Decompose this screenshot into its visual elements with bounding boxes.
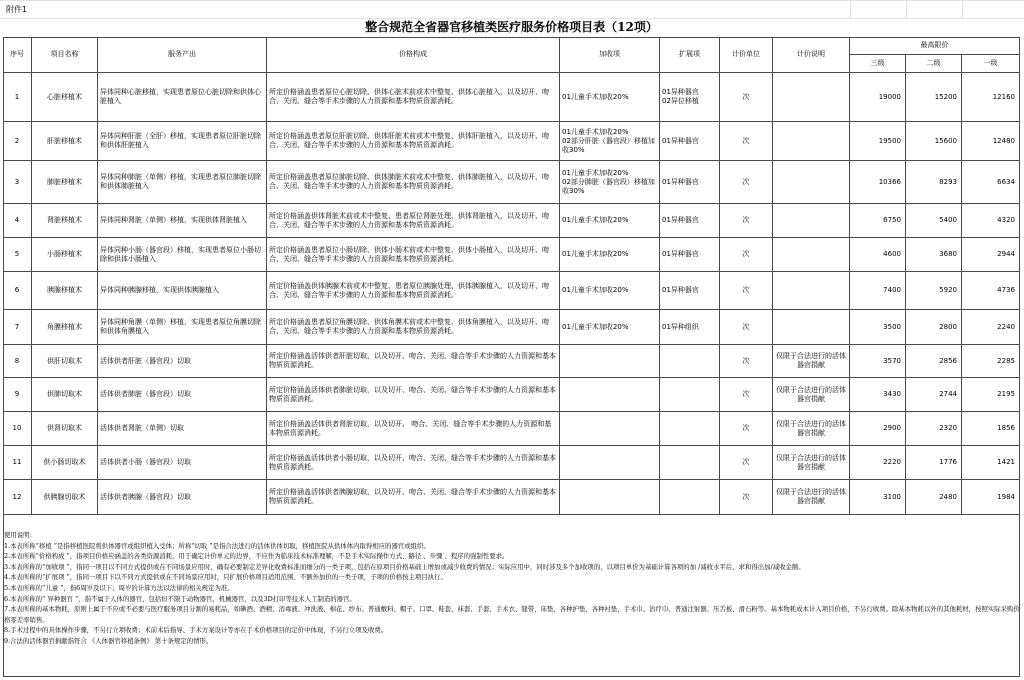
- table-cell-output: 活体供者胰腺（器官段）切取: [98, 480, 267, 515]
- table-cell-extension: 01异种器官: [660, 204, 720, 238]
- table-left-border: [3, 37, 4, 515]
- table-top-border: [3, 37, 1020, 38]
- table-cell-g1: 12160: [962, 73, 1020, 122]
- table-cell-g3: 10366: [850, 161, 906, 204]
- table-cell-extension: 01异种器官: [660, 122, 720, 161]
- note-line: 6.本表所称的“ 异种器官 ”，指不属于人体的器官，包括但不限于动物器官，机械器官，以及3D打印等技术人工制造的器官。: [4, 594, 356, 603]
- table-cell-g3: 19500: [850, 122, 906, 161]
- table-cell-g3: 2900: [850, 412, 906, 446]
- table-cell-extension: [660, 345, 720, 378]
- table-cell-output: 异体同种心脏移植，实现患者原位心脏切除和供体心脏植入: [98, 73, 267, 122]
- table-cell-g1: 6634: [962, 161, 1020, 204]
- table-cell-remark: [773, 310, 850, 345]
- table-cell-name: 肺脏移植术: [32, 161, 98, 204]
- table-cell-unit: 次: [720, 412, 773, 446]
- table-cell-name: 肝脏移植术: [32, 122, 98, 161]
- table-cell-composition: 所定价格涵盖患者原位心脏切除、供体心脏术前或术中整复、供体心脏植入，以及切开、吻合、关闭、缝合等手术步骤的人力资源和基本物质资源消耗。: [267, 73, 560, 122]
- table-cell-output: 活体供者肺脏（器官段）切取: [98, 378, 267, 412]
- table-cell-surcharge: 01儿童手术加收20% 02部分肺脏（器官段）移植加收30%: [560, 161, 660, 204]
- header-grade2: 二级: [906, 55, 962, 73]
- header-grade1: 一级: [962, 55, 1020, 73]
- table-cell-unit: 次: [720, 161, 773, 204]
- note-line: 9.合法的活体器官捐献指符合 《人体器官移植条例》 第十条规定的情形。: [4, 636, 213, 645]
- notes-bottom-border: [3, 676, 1020, 677]
- table-cell-remark: [773, 161, 850, 204]
- table-cell-g1: 2285: [962, 345, 1020, 378]
- note-line: 4.本表所称的“扩展项 ”，指同一项目下以不同方式提供或在不同场景应用时，只扩展价格项目适用范围、不额外加价的一类子项，子项的价格按主项目执行。: [4, 573, 447, 582]
- table-cell-surcharge: 01儿童手术加收20%: [560, 310, 660, 345]
- note-line: 8.手术过程中的具体操作步骤，不另行立项收费；术前术后指导、手术方案设计等亦在手术价格项目的定价中体现，不另行立项及收费。: [4, 626, 388, 635]
- table-cell-no: 10: [3, 412, 32, 446]
- note-line: 3.本表所称的“加收项 ”，指同一项目以不同方式提供或在不同场景应用时，确有必要制定差异化收费标准而细分的一类子项，包括在原项目价格基础上增加或减少收费的情况；实际应用中，同时涉及多个加收项的，以项目单价为基础计算各项的加 /减收水平后，求和得出加/减收金额。: [4, 562, 805, 571]
- note-line: 7.本表所称的基本物耗，原则上属于不应或不必要与医疗服务项目分割的易耗品，如碘酒、酒精、消毒液、冲洗液、棉花、纱布、普通敷料、帽子、口罩、鞋套、袜套、手套、手术衣、缝带、床垫、各种护垫、各种衬垫、手术巾、治疗巾、普通注射器、压舌板、滑石粉等。基本物耗成本计入项目价格，不另行收费。除基本物耗以外的其他耗材，按照实际采购价格零差率销售。: [4, 605, 1020, 624]
- attachment-label: 附件1: [6, 5, 28, 14]
- table-cell-no: 11: [3, 446, 32, 480]
- header-name: 项目名称: [32, 37, 98, 73]
- table-cell-name: 供肝切取术: [32, 345, 98, 378]
- table-cell-unit: 次: [720, 73, 773, 122]
- header-remark: 计价说明: [773, 37, 850, 73]
- table-cell-g2: 1776: [906, 446, 962, 480]
- table-cell-g1: 2195: [962, 378, 1020, 412]
- header-extension: 扩展项: [660, 37, 720, 73]
- table-cell-remark: 仅限于合法进行的活体器官捐献: [773, 345, 850, 378]
- note-line: 2.本表所称“价格构成 ”，指项目价格应涵盖的各类资源消耗，用于确定计价单元的边界，不应作为临床技术标准理解，不是手术实际操作方式、路径 、步骤 、程序的强制性要求。: [4, 552, 509, 561]
- table-cell-no: 4: [3, 204, 32, 238]
- table-cell-name: 供肾切取术: [32, 412, 98, 446]
- table-cell-name: 胰腺移植术: [32, 272, 98, 310]
- table-cell-g1: 2944: [962, 238, 1020, 272]
- table-cell-unit: 次: [720, 204, 773, 238]
- sheet-gridline: [0, 0, 1024, 1]
- table-cell-unit: 次: [720, 480, 773, 515]
- table-cell-output: 异体同种肺脏（单侧）移植，实现患者原位肺脏切除和供体肺脏植入: [98, 161, 267, 204]
- table-cell-g1: 4736: [962, 272, 1020, 310]
- table-cell-g2: 2856: [906, 345, 962, 378]
- table-cell-name: 供小肠切取术: [32, 446, 98, 480]
- table-cell-g2: 2320: [906, 412, 962, 446]
- header-unit: 计价单位: [720, 37, 773, 73]
- table-cell-g1: 1856: [962, 412, 1020, 446]
- table-cell-g3: 4600: [850, 238, 906, 272]
- table-cell-remark: [773, 238, 850, 272]
- sheet-gridline: [850, 0, 851, 18]
- table-cell-g2: 2480: [906, 480, 962, 515]
- header-output: 服务产出: [98, 37, 267, 73]
- note-line: 5.本表所称的“儿童 ”，指6周岁及以下；周岁的计算方法以法律的相关规定为准。: [4, 583, 234, 592]
- table-cell-g2: 3680: [906, 238, 962, 272]
- table-cell-remark: 仅限于合法进行的活体器官捐献: [773, 446, 850, 480]
- table-cell-extension: [660, 446, 720, 480]
- table-cell-no: 9: [3, 378, 32, 412]
- table-cell-no: 8: [3, 345, 32, 378]
- table-cell-g2: 8293: [906, 161, 962, 204]
- table-cell-g2: 15600: [906, 122, 962, 161]
- table-cell-remark: [773, 122, 850, 161]
- table-cell-unit: 次: [720, 345, 773, 378]
- table-cell-extension: 01异种组织: [660, 310, 720, 345]
- table-cell-extension: [660, 480, 720, 515]
- note-line: 使用说明：: [4, 531, 36, 539]
- table-cell-output: 异体同种角膜（单侧）移植，实现患者原位角膜切除和供体角膜植入: [98, 310, 267, 345]
- table-cell-unit: 次: [720, 378, 773, 412]
- table-cell-g3: 6750: [850, 204, 906, 238]
- sheet-gridline: [962, 0, 963, 18]
- table-cell-surcharge: [560, 446, 660, 480]
- table-cell-unit: 次: [720, 272, 773, 310]
- table-cell-surcharge: [560, 345, 660, 378]
- table-cell-output: 活体供者肝脏（器官段）切取: [98, 345, 267, 378]
- table-cell-g1: 1984: [962, 480, 1020, 515]
- table-cell-g2: 2744: [906, 378, 962, 412]
- table-cell-g2: 5400: [906, 204, 962, 238]
- table-cell-g1: 4320: [962, 204, 1020, 238]
- table-cell-output: 异体同种小肠（器官段）移植，实现患者原位小肠切除和供体小肠植入: [98, 238, 267, 272]
- table-cell-surcharge: [560, 412, 660, 446]
- header-surcharge: 加收项: [560, 37, 660, 73]
- table-cell-name: 供肺切取术: [32, 378, 98, 412]
- table-cell-g2: 15200: [906, 73, 962, 122]
- table-cell-composition: 所定价格涵盖患者原位肺脏切除、供体肺脏术前或术中整复、供体肺脏植入，以及切开、吻合、关闭、缝合等手术步骤的人力资源和基本物质资源消耗。: [267, 161, 560, 204]
- table-cell-extension: [660, 378, 720, 412]
- table-cell-g1: 12480: [962, 122, 1020, 161]
- table-cell-name: 肾脏移植术: [32, 204, 98, 238]
- table-cell-composition: 所定价格涵盖活体供者肺脏切取，以及切开、吻合、关闭、缝合等手术步骤的人力资源和基本物质资源消耗。: [267, 378, 560, 412]
- header-grade3: 三级: [850, 55, 906, 73]
- usage-notes: [4, 530, 1020, 647]
- table-cell-g3: 3100: [850, 480, 906, 515]
- table-cell-surcharge: 01儿童手术加收20%: [560, 272, 660, 310]
- table-cell-surcharge: [560, 378, 660, 412]
- table-cell-composition: 所定价格涵盖患者原位角膜切除、供体角膜术前或术中整复、供体角膜植入，以及切开、吻合、关闭、缝合等手术步骤的人力资源和基本物质资源消耗。: [267, 310, 560, 345]
- table-cell-surcharge: 01儿童手术加收20%: [560, 73, 660, 122]
- table-cell-extension: [660, 412, 720, 446]
- note-line: 1.本表所称“移植 ”是指移植医院将供体器官或组织植入受体；所称“切取 ”是指合法进行的活体供体切取，移植医院从供体体内取得相应的器官或组织。: [4, 541, 430, 550]
- table-cell-composition: 所定价格涵盖患者原位肝脏切除、供体肝脏术前或术中整复、供体肝脏植入，以及切开、吻合、关闭、缝合等手术步骤的人力资源和基本物质资源消耗。: [267, 122, 560, 161]
- table-cell-no: 5: [3, 238, 32, 272]
- page-title: 整合规范全省器官移植类医疗服务价格项目表（12项）: [365, 20, 658, 34]
- table-cell-output: 活体供者小肠（器官段）切取: [98, 446, 267, 480]
- table-cell-unit: 次: [720, 310, 773, 345]
- table-cell-g3: 2220: [850, 446, 906, 480]
- table-cell-surcharge: 01儿童手术加收20%: [560, 204, 660, 238]
- header-max-price: 最高限价: [850, 37, 1020, 55]
- header-no: 序号: [3, 37, 32, 73]
- table-cell-composition: 所定价格涵盖活体供者胰腺切取，以及切开、吻合、关闭、缝合等手术步骤的人力资源和基本物质资源消耗。: [267, 480, 560, 515]
- table-cell-remark: [773, 272, 850, 310]
- table-cell-remark: 仅限于合法进行的活体器官捐献: [773, 378, 850, 412]
- table-cell-g3: 3570: [850, 345, 906, 378]
- table-cell-unit: 次: [720, 122, 773, 161]
- table-cell-no: 2: [3, 122, 32, 161]
- table-cell-no: 7: [3, 310, 32, 345]
- table-cell-output: 异体同种肝脏（全肝）移植，实现患者原位肝脏切除和供体肝脏植入: [98, 122, 267, 161]
- sheet-gridline: [906, 0, 907, 18]
- table-cell-extension: 01异种器官: [660, 272, 720, 310]
- table-cell-extension: 01异种器官: [660, 161, 720, 204]
- table-cell-name: 角膜移植术: [32, 310, 98, 345]
- table-cell-no: 1: [3, 73, 32, 122]
- table-cell-g3: 7400: [850, 272, 906, 310]
- table-cell-remark: 仅限于合法进行的活体器官捐献: [773, 412, 850, 446]
- table-cell-output: 异体同种肾脏（单侧）移植，实现供体肾脏植入: [98, 204, 267, 238]
- table-cell-surcharge: 01儿童手术加收20% 02部分肝脏（器官段）移植加收30%: [560, 122, 660, 161]
- table-cell-g3: 3430: [850, 378, 906, 412]
- table-cell-extension: 01异种器官 02异位移植: [660, 73, 720, 122]
- table-cell-no: 3: [3, 161, 32, 204]
- table-cell-remark: [773, 73, 850, 122]
- table-cell-name: 供胰腺切取术: [32, 480, 98, 515]
- table-cell-composition: 所定价格涵盖活体供者肾脏切取，以及切开、 吻合、关闭、缝合等手术步骤的人力资源和基本物质资源消耗。: [267, 412, 560, 446]
- table-cell-composition: 所定价格涵盖供体肾脏术前或术中整复、患者原位肾脏处理、供体肾脏植入，以及切开、吻合、关闭、缝合等手术步骤的人力资源和基本物质资源消耗。: [267, 204, 560, 238]
- table-cell-remark: [773, 204, 850, 238]
- table-cell-no: 12: [3, 480, 32, 515]
- table-cell-output: 活体供者肾脏（单侧）切取: [98, 412, 267, 446]
- table-cell-name: 小肠移植术: [32, 238, 98, 272]
- table-cell-composition: 所定价格涵盖供体胰腺术前或术中整复、患者原位胰腺处理、供体胰腺植入，以及切开、吻合、关闭、缝合等手术步骤的人力资源和基本物质资源消耗。: [267, 272, 560, 310]
- table-cell-remark: 仅限于合法进行的活体器官捐献: [773, 480, 850, 515]
- table-cell-g3: 3500: [850, 310, 906, 345]
- table-cell-name: 心脏移植术: [32, 73, 98, 122]
- table-cell-no: 6: [3, 272, 32, 310]
- table-cell-output: 异体同种胰腺移植，实现供体胰腺植入: [98, 272, 267, 310]
- table-cell-g2: 5920: [906, 272, 962, 310]
- header-composition: 价格构成: [267, 37, 560, 73]
- table-cell-surcharge: 01儿童手术加收20%: [560, 238, 660, 272]
- table-cell-g3: 19000: [850, 73, 906, 122]
- table-cell-surcharge: [560, 480, 660, 515]
- table-cell-g2: 2800: [906, 310, 962, 345]
- table-cell-composition: 所定价格涵盖活体供者小肠切取，以及切开、吻合、关闭、缝合等手术步骤的人力资源和基本物质资源消耗。: [267, 446, 560, 480]
- table-cell-composition: 所定价格涵盖活体供者肝脏切取，以及切开、吻合、关闭、缝合等手术步骤的人力资源和基本物质资源消耗。: [267, 345, 560, 378]
- table-cell-g1: 1421: [962, 446, 1020, 480]
- table-cell-g1: 2240: [962, 310, 1020, 345]
- table-cell-unit: 次: [720, 238, 773, 272]
- table-cell-extension: 01异种器官: [660, 238, 720, 272]
- table-cell-composition: 所定价格涵盖患者原位小肠切除、供体小肠术前或术中整复、供体小肠植入，以及切开、吻合、关闭、缝合等手术步骤的人力资源和基本物质资源消耗。: [267, 238, 560, 272]
- table-cell-unit: 次: [720, 446, 773, 480]
